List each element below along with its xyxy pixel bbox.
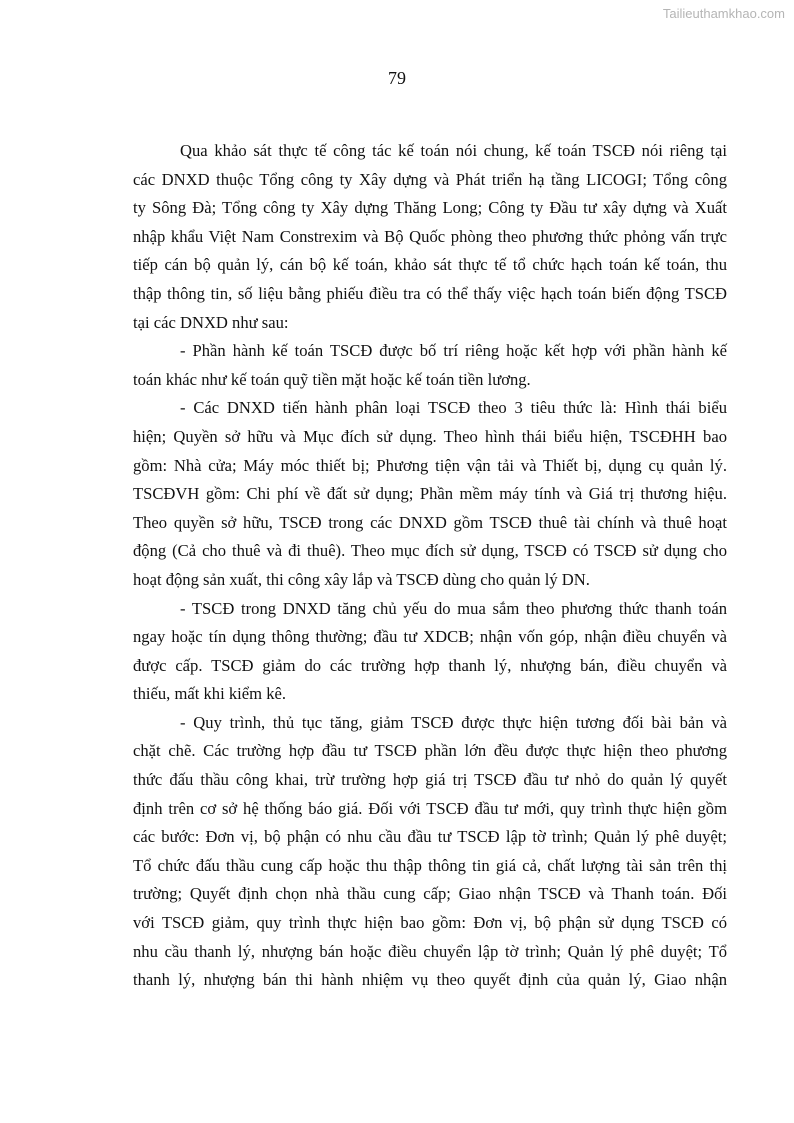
text-line: nhập khẩu Việt Nam Constrexim và Bộ Quốc phòng theo phương thức phỏng vấn trực: [133, 226, 727, 246]
paragraph: [133, 394, 727, 594]
text-line: được cấp. TSCĐ giảm do các trường hợp thanh lý, nhượng bán, điều chuyển và: [133, 655, 727, 675]
text-line: chặt chẽ. Các trường hợp đầu tư TSCĐ phần lớn đều được thực hiện theo phương: [133, 741, 727, 761]
text-line: Tổ chức đấu thầu cung cấp hoặc thu thập thông tin giá cả, chất lượng tài sản trên thị: [133, 855, 727, 875]
watermark: Tailieuthamkhao.com: [662, 6, 785, 21]
text-line: thập thông tin, số liệu bằng phiếu điều tra có thể thấy việc hạch toán biến động TSCĐ: [133, 283, 727, 303]
text-line: tiếp cán bộ quản lý, cán bộ kế toán, khảo sát thực tế tổ chức hạch toán kế toán, thu: [133, 255, 727, 275]
text-line: các bước: Đơn vị, bộ phận có nhu cầu đầu tư TSCĐ lập tờ trình; Quản lý phê duyệt;: [133, 827, 727, 847]
paragraph: [133, 595, 727, 709]
text-line: thiếu, mất khi kiểm kê.: [133, 684, 286, 704]
text-line: trường; Quyết định chọn nhà thầu cung cấp; Giao nhận TSCĐ và Thanh toán. Đối: [133, 884, 727, 904]
text-line: hoạt động sản xuất, thi công xây lắp và TSCĐ dùng cho quản lý DN.: [133, 569, 590, 589]
document-body: [133, 137, 727, 995]
text-line: Qua khảo sát thực tế công tác kế toán nói chung, kế toán TSCĐ nói riêng tại: [180, 141, 727, 160]
text-line: gồm: Nhà cửa; Máy móc thiết bị; Phương tiện vận tải và Thiết bị, dụng cụ quản lý.: [133, 455, 727, 475]
text-line: - Các DNXD tiến hành phân loại TSCĐ theo 3 tiêu thức là: Hình thái biểu: [180, 398, 727, 418]
paragraph: [133, 137, 727, 337]
text-line: ty Sông Đà; Tổng công ty Xây dựng Thăng Long; Công ty Đầu tư xây dựng và Xuất: [133, 198, 727, 218]
text-line: động (Cả cho thuê và đi thuê). Theo mục đích sử dụng, TSCĐ có TSCĐ sử dụng cho: [133, 541, 727, 561]
paragraph: [133, 709, 727, 995]
page-number: 79: [388, 68, 406, 88]
text-line: các DNXD thuộc Tổng công ty Xây dựng và Phát triển hạ tầng LICOGI; Tổng công: [133, 169, 727, 189]
text-line: TSCĐVH gồm: Chi phí về đất sử dụng; Phần mềm máy tính và Giá trị thương hiệu.: [133, 484, 727, 504]
text-line: hiện; Quyền sở hữu và Mục đích sử dụng. Theo hình thái biểu hiện, TSCĐHH bao: [133, 426, 727, 446]
text-line: định trên cơ sở hệ thống báo giá. Đối với TSCĐ đầu tư mới, quy trình thực hiện gồm: [133, 798, 727, 818]
text-line: - Phần hành kế toán TSCĐ được bố trí riêng hoặc kết hợp với phần hành kế: [180, 341, 727, 361]
text-line: - TSCĐ trong DNXD tăng chủ yếu do mua sắm theo phương thức thanh toán: [180, 598, 727, 618]
text-line: với TSCĐ giảm, quy trình thực hiện bao gồm: Đơn vị, bộ phận sử dụng TSCĐ có: [133, 913, 727, 933]
text-line: toán khác như kế toán quỹ tiền mặt hoặc kế toán tiền lương.: [133, 369, 531, 389]
text-line: thanh lý, nhượng bán thi hành nhiệm vụ theo quyết định của quản lý, Giao nhận: [133, 970, 727, 990]
text-line: nhu cầu thanh lý, nhượng bán hoặc điều chuyển lập tờ trình; Quản lý phê duyệt; Tổ: [133, 941, 727, 961]
paragraph: [133, 337, 727, 394]
text-line: tại các DNXD như sau:: [133, 312, 289, 332]
text-line: ngay hoặc tín dụng thông thường; đầu tư XDCB; nhận vốn góp, nhận điều chuyển và: [133, 627, 727, 647]
text-line: - Quy trình, thủ tục tăng, giảm TSCĐ được thực hiện tương đối bài bản và: [180, 712, 727, 732]
text-line: Theo quyền sở hữu, TSCĐ trong các DNXD gồm TSCĐ thuê tài chính và thuê hoạt: [133, 512, 727, 532]
text-line: thức đấu thầu công khai, trừ trường hợp giá trị TSCĐ đầu tư nhỏ do quản lý quyết: [133, 770, 727, 790]
